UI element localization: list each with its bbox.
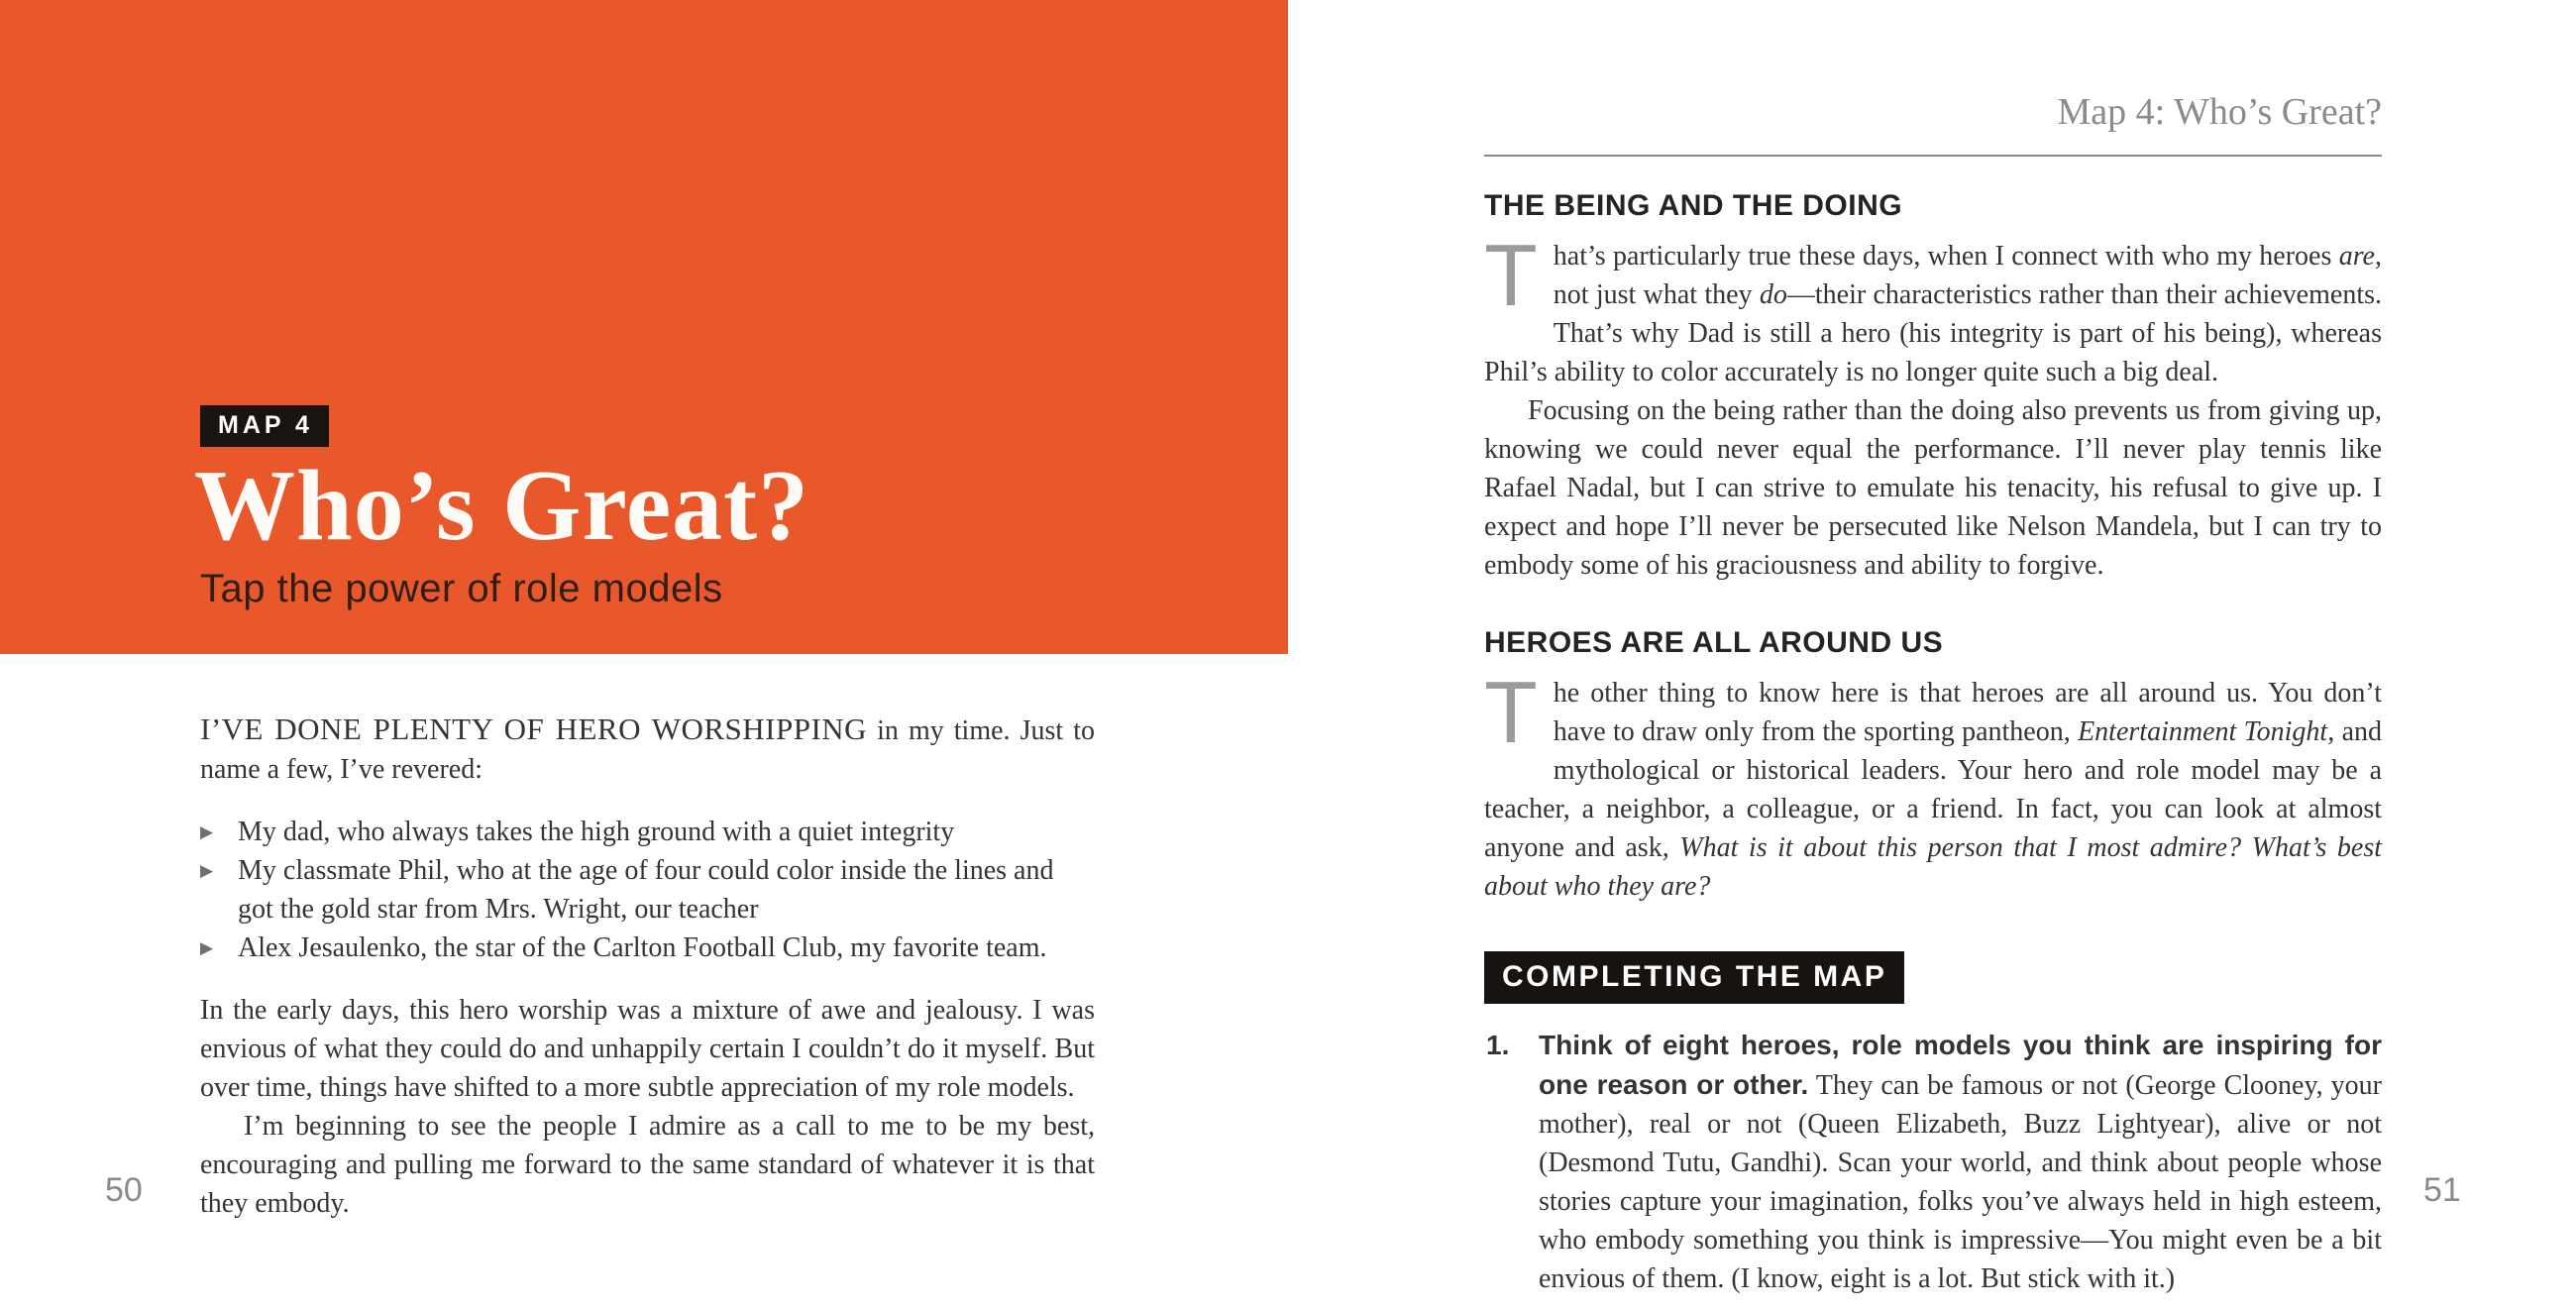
list-item-text: My classmate Phil, who at the age of four could color inside the lines and got the gold star from Mrs. Wright, our teacher <box>238 855 1054 925</box>
chapter-hero-block <box>0 0 1288 654</box>
header-rule <box>1484 155 2382 157</box>
drop-cap: T <box>1484 226 1538 324</box>
item-number: 1. <box>1486 1030 1510 1060</box>
section-heading: THE BEING AND THE DOING <box>1484 189 1903 222</box>
paragraph-text: hat’s particularly true these days, when I connect with who my heroes are, not just what they do—their characteristics rather than their achievements. That’s why Dad is still a hero (his integrity is part of his being), whereas Phil’s ability to color accurately is no longer quite such a big deal. <box>1484 241 2382 387</box>
body-paragraph: Focusing on the being rather than the doing also prevents us from giving up, knowing we could never equal the performance. I’ll never play tennis like Rafael Nadal, but I can strive to emulate his tenacity, his refusal to give up. I expect and hope I’ll never be persecuted like Nelson Mandela, but I can try to embody some of his graciousness and ability to forgive. <box>1484 395 2382 581</box>
list-item <box>200 929 1095 967</box>
body-paragraph <box>1484 663 2382 906</box>
section-heading: HEROES ARE ALL AROUND US <box>1484 626 1944 659</box>
left-text-column <box>200 710 1095 1223</box>
page-number-right: 51 <box>2423 1171 2461 1209</box>
body-paragraph: In the early days, this hero worship was a mixture of awe and jealousy. I was envious of what they could do and unhappily certain I couldn’t do it myself. But over time, things have shifted to a more subtle appreciation of my role models. <box>200 995 1095 1103</box>
triangle-bullet-icon: ▶ <box>200 938 214 958</box>
running-header: Map 4: Who’s Great? <box>2057 91 2382 133</box>
body-paragraph <box>1484 226 2382 391</box>
item-paragraph: Think of eight heroes, role models you think are inspiring for one reason or other. They can be famous or not (George Clooney, your mother), real or not (Queen Elizabeth, Buzz Lightyear), alive or not (Desmond Tutu, Gandhi). Scan your world, and think about people whose stories capture your imagination, folks you’ve always held in high esteem, who embody something you think is impressive—You might even be a bit envious of them. (I know, eight is a lot. But stick with it.) <box>1539 1030 2382 1294</box>
paragraph-text: he other thing to know here is that heroes are all around us. You don’t have to draw only from the sporting pantheon, Entertainment Tonight, and mythological or historical leaders. Your hero and role model may be a teacher, a neighbor, a colleague, or a friend. In fact, you can look at almost anyone and ask, What is it about this person that I most admire? What’s best about who they are? <box>1484 678 2382 902</box>
list-item <box>200 851 1095 929</box>
page-number-left: 50 <box>105 1171 143 1209</box>
right-text-column <box>1484 89 2382 1298</box>
list-item-text: Alex Jesaulenko, the star of the Carlton Football Club, my favorite team. <box>238 932 1047 963</box>
list-item-text: My dad, who always takes the high ground with a quiet integrity <box>238 817 955 847</box>
numbered-item <box>1484 1026 2382 1298</box>
list-item <box>200 813 1095 851</box>
chapter-title: Who’s Great? <box>194 450 810 562</box>
triangle-bullet-icon: ▶ <box>200 861 214 881</box>
hero-list <box>200 813 1095 967</box>
body-paragraph: I’m beginning to see the people I admire as a call to me to be my best, encouraging and pulling me forward to the same standard of whatever it is that they embody. <box>200 1111 1095 1219</box>
chapter-tagline: Tap the power of role models <box>200 567 723 610</box>
completing-the-map-badge: COMPLETING THE MAP <box>1484 951 1904 1004</box>
map-number-badge: MAP 4 <box>200 405 329 447</box>
triangle-bullet-icon: ▶ <box>200 822 214 842</box>
intro-paragraph: I’VE DONE PLENTY OF HERO WORSHIPPING in my time. Just to name a few, I’ve revered: <box>200 711 1095 785</box>
drop-cap: T <box>1484 663 1538 761</box>
